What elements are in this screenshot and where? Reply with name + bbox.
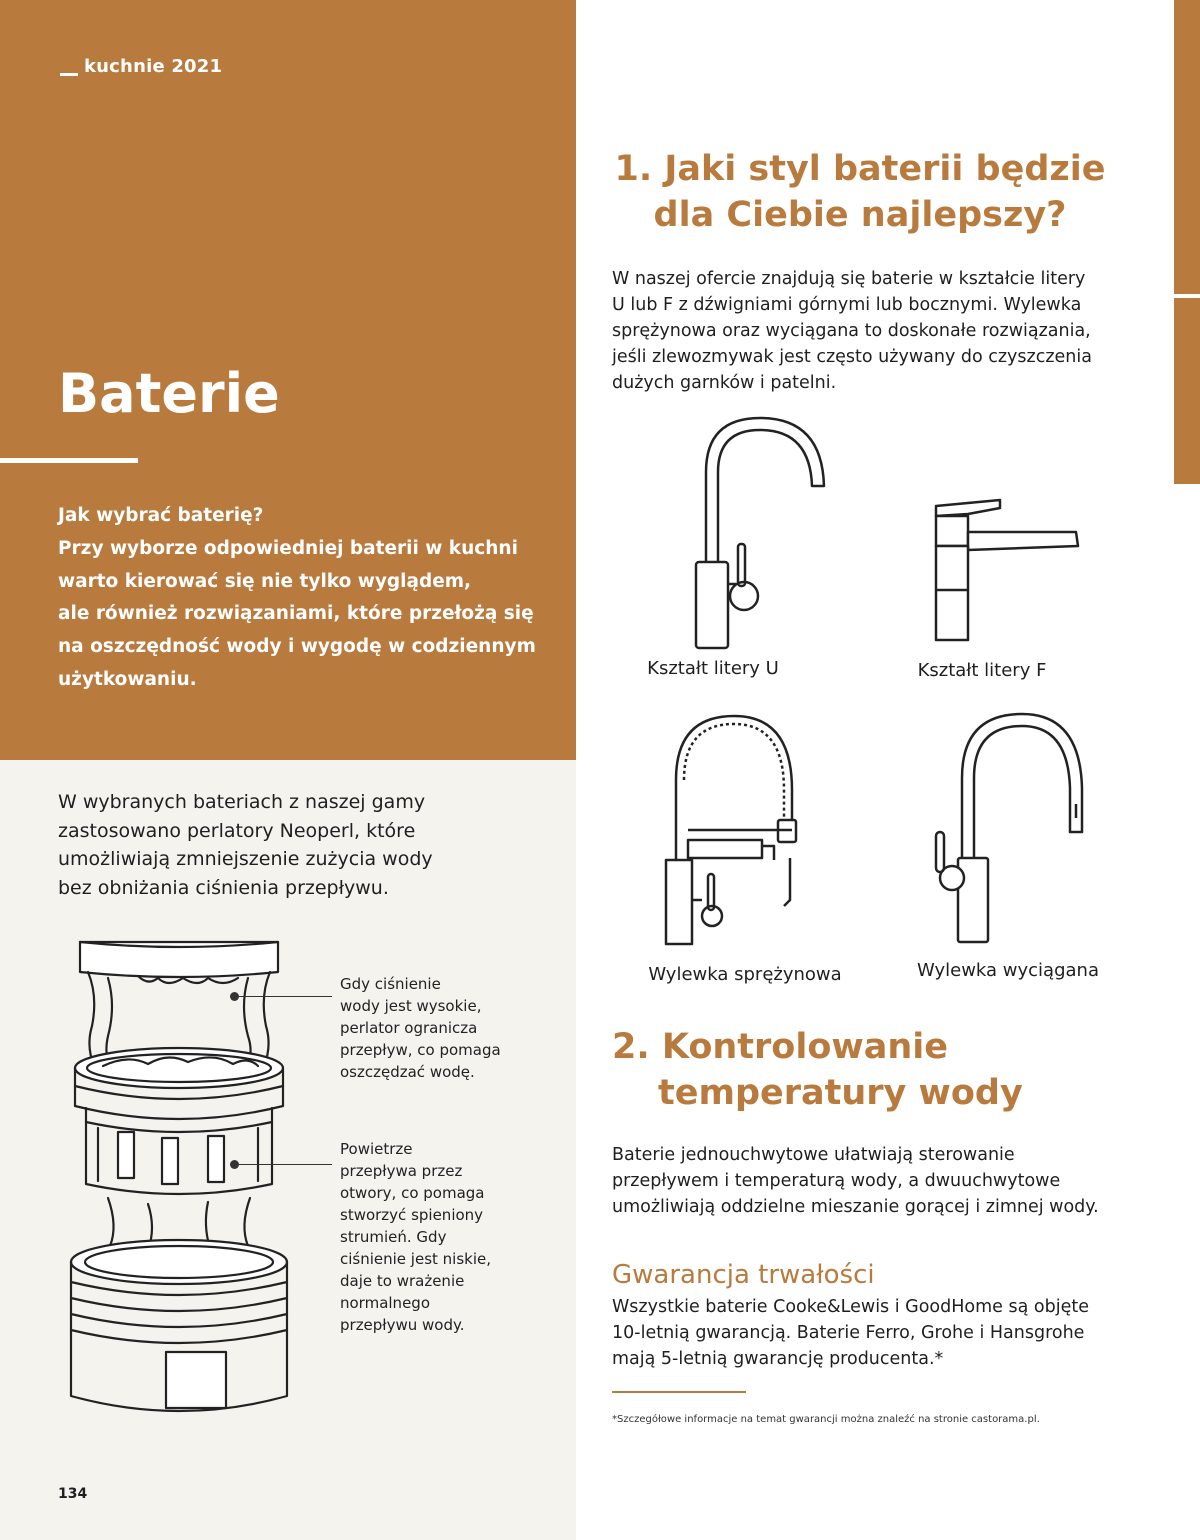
callout2-leader	[234, 1164, 332, 1165]
neoperl-line: umożliwiają zmniejszenie zużycia wody	[58, 848, 433, 870]
neoperl-line: bez obniżania ciśnienia przepływu.	[58, 876, 389, 899]
body-line: sprężynowa oraz wyciągana to doskonałe rozwiązania,	[612, 321, 1091, 341]
faucet-pullout-icon	[922, 708, 1092, 948]
section1-body	[612, 266, 1132, 396]
heading-line: dla Ciebie najlepszy?	[653, 195, 1067, 235]
body-line: Wszystkie baterie Cooke&Lewis i GoodHome są objęte	[612, 1297, 1089, 1317]
body-line: dużych garnków i patelni.	[612, 373, 837, 393]
callout-line: daje to wrażenie	[340, 1272, 465, 1290]
body-line: mają 5-letnią gwarancję producenta.*	[612, 1349, 944, 1369]
section2-body	[612, 1142, 1132, 1220]
faucet-spring-caption: Wylewka sprężynowa	[648, 964, 842, 985]
guarantee-body	[612, 1294, 1132, 1372]
callout2-dot	[230, 1160, 239, 1169]
faucet-u-caption: Kształt litery U	[647, 658, 779, 679]
section1-heading	[600, 146, 1120, 238]
callout-line: Gdy ciśnienie	[340, 975, 441, 993]
callout-high-pressure	[340, 973, 540, 1083]
faucet-spring-icon	[662, 710, 812, 950]
intro-line: Jak wybrać baterię?	[58, 505, 264, 526]
page-title: Baterie	[58, 362, 280, 425]
callout-line: perlator ogranicza	[340, 1019, 478, 1037]
callout-line: oszczędzać wodę.	[340, 1063, 475, 1081]
body-line: W naszej ofercie znajdują się baterie w kształcie litery	[612, 269, 1086, 289]
body-line: Baterie jednouchwytowe ułatwiają sterowanie	[612, 1145, 1015, 1165]
callout-line: strumień. Gdy	[340, 1228, 447, 1246]
callout-air-flow	[340, 1138, 540, 1336]
body-line: U lub F z dźwigniami górnymi lub bocznymi. Wylewka	[612, 295, 1082, 315]
heading-line: temperatury wody	[658, 1073, 1023, 1113]
callout-line: otwory, co pomaga	[340, 1184, 485, 1202]
body-line: 10-letnią gwarancją. Baterie Ferro, Grohe i Hansgrohe	[612, 1323, 1085, 1343]
heading-line: 2. Kontrolowanie	[612, 1027, 948, 1067]
intro-text	[58, 500, 548, 697]
body-line: przepływem i temperaturą wody, a dwuuchwytowe	[612, 1171, 1061, 1191]
callout-line: normalnego	[340, 1294, 430, 1312]
neoperl-text	[58, 788, 478, 902]
callout1-leader	[234, 996, 332, 997]
page-number: 134	[58, 1486, 88, 1502]
callout-line: przepływa przez	[340, 1162, 463, 1180]
guarantee-heading: Gwarancja trwałości	[612, 1260, 875, 1290]
neoperl-line: W wybranych bateriach z naszej gamy	[58, 791, 426, 813]
body-line: jeśli zlewozmywak jest często używany do czyszczenia	[612, 347, 1092, 367]
intro-line: warto kierować się nie tylko wyglądem,	[58, 570, 472, 592]
section2-heading	[612, 1024, 1052, 1116]
body-line: umożliwiają oddzielne mieszanie gorącej i zimnej wody.	[612, 1197, 1099, 1217]
header-dash	[60, 73, 78, 76]
section-header: kuchnie 2021	[84, 56, 223, 77]
heading-line: 1. Jaki styl baterii będzie	[614, 149, 1106, 189]
faucet-u-icon	[680, 412, 840, 652]
callout-line: stworzyć spieniony	[340, 1206, 484, 1224]
footnote: *Szczegółowe informacje na temat gwarancji można znaleźć na stronie castorama.pl.	[612, 1414, 1040, 1425]
intro-line: ale również rozwiązaniami, które przełożą się	[58, 603, 534, 625]
footnote-rule	[612, 1391, 746, 1393]
aerator-illustration	[58, 936, 348, 1426]
callout-line: przepływu wody.	[340, 1316, 465, 1334]
title-rule	[0, 458, 138, 463]
intro-line: użytkowaniu.	[58, 668, 197, 690]
intro-line: Przy wyborze odpowiedniej baterii w kuchni	[58, 537, 518, 559]
faucet-f-caption: Kształt litery F	[917, 660, 1047, 681]
edge-tab	[1174, 0, 1200, 484]
intro-line: na oszczędność wody i wygodę w codziennym	[58, 636, 536, 658]
callout-line: Powietrze	[340, 1140, 413, 1158]
faucet-pullout-caption: Wylewka wyciągana	[917, 960, 1099, 981]
callout-line: wody jest wysokie,	[340, 997, 482, 1015]
callout-line: przepływ, co pomaga	[340, 1041, 501, 1059]
edge-tab-divider	[1174, 294, 1200, 298]
callout-line: ciśnienie jest niskie,	[340, 1250, 492, 1268]
faucet-f-icon	[920, 494, 1090, 644]
neoperl-line: zastosowano perlatory Neoperl, które	[58, 819, 416, 842]
callout1-dot	[230, 992, 239, 1001]
